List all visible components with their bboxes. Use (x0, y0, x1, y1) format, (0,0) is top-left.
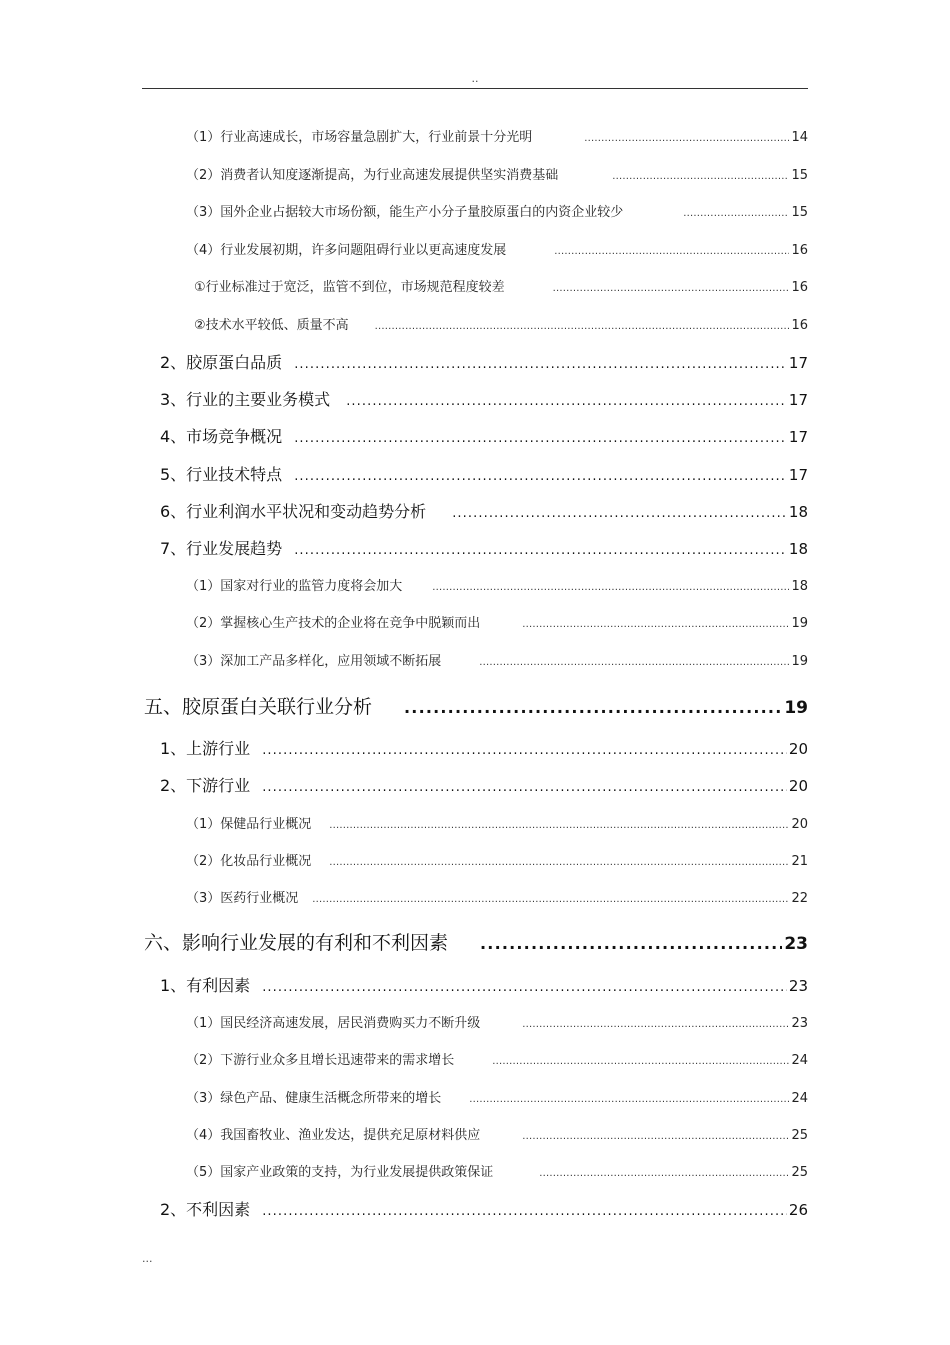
toc-dot-leader (584, 133, 789, 144)
toc-dot-leader (294, 469, 787, 484)
toc-page-number: 18 (788, 540, 808, 558)
toc-entry-title: 4、市场竞争概况 (160, 427, 283, 446)
footer-mark: ... (142, 1252, 153, 1265)
toc-entry[interactable] (186, 575, 808, 594)
toc-entry-title: （1）行业高速成长，市场容量急剧扩大，行业前景十分光明 (186, 130, 533, 145)
toc-dot-leader (522, 619, 789, 630)
toc-entry-title: （3）医药行业概况 (186, 891, 299, 906)
toc-page-number: 14 (791, 130, 808, 145)
toc-page-number: 26 (788, 1201, 808, 1219)
toc-entry[interactable] (160, 424, 808, 447)
toc-page-number: 15 (791, 205, 808, 220)
toc-dot-leader (294, 357, 787, 372)
toc-entry-title: 5、行业技术特点 (160, 465, 283, 484)
toc-page-number: 19 (791, 616, 808, 631)
toc-entry-title: （2）化妆品行业概况 (186, 854, 312, 869)
toc-entry[interactable] (160, 1197, 808, 1220)
toc-dot-leader (346, 394, 787, 409)
toc-dot-leader (312, 894, 789, 905)
toc-entry-title: 2、下游行业 (160, 776, 251, 795)
toc-entry[interactable] (186, 164, 808, 183)
toc-entry[interactable] (144, 692, 808, 719)
toc-entry-title: 3、行业的主要业务模式 (160, 390, 331, 409)
toc-entry[interactable] (160, 773, 808, 796)
toc-page-number: 16 (791, 280, 808, 295)
toc-entry[interactable] (186, 1124, 808, 1143)
toc-entry-title: 2、不利因素 (160, 1200, 251, 1219)
toc-entry-title: （1）国家对行业的监管力度将会加大 (186, 579, 403, 594)
toc-entry-title: ①行业标准过于宽泛，监管不到位，市场规范程度较差 (194, 280, 505, 295)
toc-dot-leader (432, 582, 789, 593)
toc-dot-leader (262, 780, 787, 795)
toc-entry-title: （1）保健品行业概况 (186, 817, 312, 832)
toc-page-number: 16 (791, 318, 808, 333)
toc-entry[interactable] (160, 499, 808, 522)
toc-dot-leader (554, 246, 789, 257)
toc-entry[interactable] (186, 126, 808, 145)
toc-entry[interactable] (194, 276, 808, 295)
toc-page-number: 20 (788, 740, 808, 758)
toc-dot-leader (553, 283, 790, 294)
toc-dot-leader (683, 208, 789, 219)
toc-page-number: 15 (791, 168, 808, 183)
toc-entry-title: 六、影响行业发展的有利和不利因素 (144, 932, 449, 954)
toc-dot-leader (479, 657, 789, 668)
toc-page-number: 17 (788, 391, 808, 409)
toc-dot-leader (539, 1168, 789, 1179)
toc-entry-title: （5）国家产业政策的支持，为行业发展提供政策保证 (186, 1165, 494, 1180)
toc-page-number: 23 (784, 934, 808, 954)
toc-entry-title: 6、行业利润水平状况和变动趋势分析 (160, 502, 427, 521)
toc-page-number: 19 (784, 698, 808, 718)
toc-entry[interactable] (186, 887, 808, 906)
toc-page-number: 17 (788, 466, 808, 484)
toc-dot-leader (404, 698, 782, 717)
toc-entry-title: 1、上游行业 (160, 739, 251, 758)
toc-entry[interactable] (144, 928, 808, 955)
toc-entry[interactable] (160, 736, 808, 759)
toc-page-number: 19 (791, 654, 808, 669)
toc-entry[interactable] (160, 462, 808, 485)
toc-entry-title: 7、行业发展趋势 (160, 539, 283, 558)
toc-page-number: 20 (791, 817, 808, 832)
toc-page-number: 21 (791, 854, 808, 869)
toc-entry[interactable] (186, 1161, 808, 1180)
toc-page-number: 22 (791, 891, 808, 906)
toc-dot-leader (375, 321, 790, 332)
toc-entry[interactable] (160, 973, 808, 996)
toc-page-number: 18 (788, 503, 808, 521)
toc-dot-leader (294, 543, 787, 558)
toc-dot-leader (492, 1056, 789, 1067)
toc-dot-leader (469, 1094, 789, 1105)
toc-entry[interactable] (186, 1087, 808, 1106)
toc-dot-leader (480, 934, 782, 953)
toc-page-number: 17 (788, 354, 808, 372)
toc-entry[interactable] (160, 387, 808, 410)
toc-entry-title: （2）掌握核心生产技术的企业将在竞争中脱颖而出 (186, 616, 481, 631)
toc-page-number: 23 (791, 1016, 808, 1031)
toc-dot-leader (262, 980, 787, 995)
toc-entry-title: 五、胶原蛋白关联行业分析 (144, 696, 373, 718)
toc-dot-leader (612, 171, 789, 182)
toc-entry[interactable] (186, 612, 808, 631)
toc-page-number: 25 (791, 1128, 808, 1143)
toc-entry-title: （3）国外企业占据较大市场份额，能生产小分子量胶原蛋白的内资企业较少 (186, 205, 624, 220)
toc-dot-leader (522, 1019, 789, 1030)
toc-entry[interactable] (186, 201, 808, 220)
toc-page-number: 20 (788, 777, 808, 795)
toc-entry-title: （3）深加工产品多样化，应用领域不断拓展 (186, 654, 442, 669)
toc-entry[interactable] (186, 650, 808, 669)
toc-entry-title: 2、胶原蛋白品质 (160, 353, 283, 372)
toc-entry-title: ②技术水平较低、质量不高 (194, 318, 349, 333)
toc-entry[interactable] (186, 1049, 808, 1068)
toc-entry-title: （3）绿色产品、健康生活概念所带来的增长 (186, 1091, 442, 1106)
header-mark: .. (471, 72, 479, 85)
toc-dot-leader (329, 820, 789, 831)
toc-page-number: 16 (791, 243, 808, 258)
header-divider (142, 88, 808, 89)
toc-dot-leader (262, 1204, 787, 1219)
toc-entry-title: （2）下游行业众多且增长迅速带来的需求增长 (186, 1053, 455, 1068)
toc-entry[interactable] (186, 239, 808, 258)
toc-entry[interactable] (186, 1012, 808, 1031)
toc-entry-title: （4）我国畜牧业、渔业发达，提供充足原材料供应 (186, 1128, 481, 1143)
toc-dot-leader (262, 743, 787, 758)
toc-entry[interactable] (186, 850, 808, 869)
toc-page-number: 23 (788, 977, 808, 995)
toc-page-number: 17 (788, 428, 808, 446)
toc-dot-leader (294, 431, 787, 446)
toc-entry[interactable] (194, 314, 808, 333)
toc-dot-leader (452, 506, 787, 521)
toc-entry-title: （1）国民经济高速发展，居民消费购买力不断升级 (186, 1016, 481, 1031)
toc-entry[interactable] (160, 350, 808, 373)
toc-dot-leader (329, 857, 789, 868)
toc-page-number: 24 (791, 1091, 808, 1106)
toc-entry[interactable] (160, 536, 808, 559)
toc-page-number: 24 (791, 1053, 808, 1068)
toc-dot-leader (522, 1131, 789, 1142)
toc-entry-title: （2）消费者认知度逐渐提高，为行业高速发展提供坚实消费基础 (186, 168, 559, 183)
toc-page-number: 25 (791, 1165, 808, 1180)
toc-page-number: 18 (791, 579, 808, 594)
toc-entry[interactable] (186, 813, 808, 832)
toc-entry-title: （4）行业发展初期，许多问题阻碍行业以更高速度发展 (186, 243, 507, 258)
toc-entry-title: 1、有利因素 (160, 976, 251, 995)
